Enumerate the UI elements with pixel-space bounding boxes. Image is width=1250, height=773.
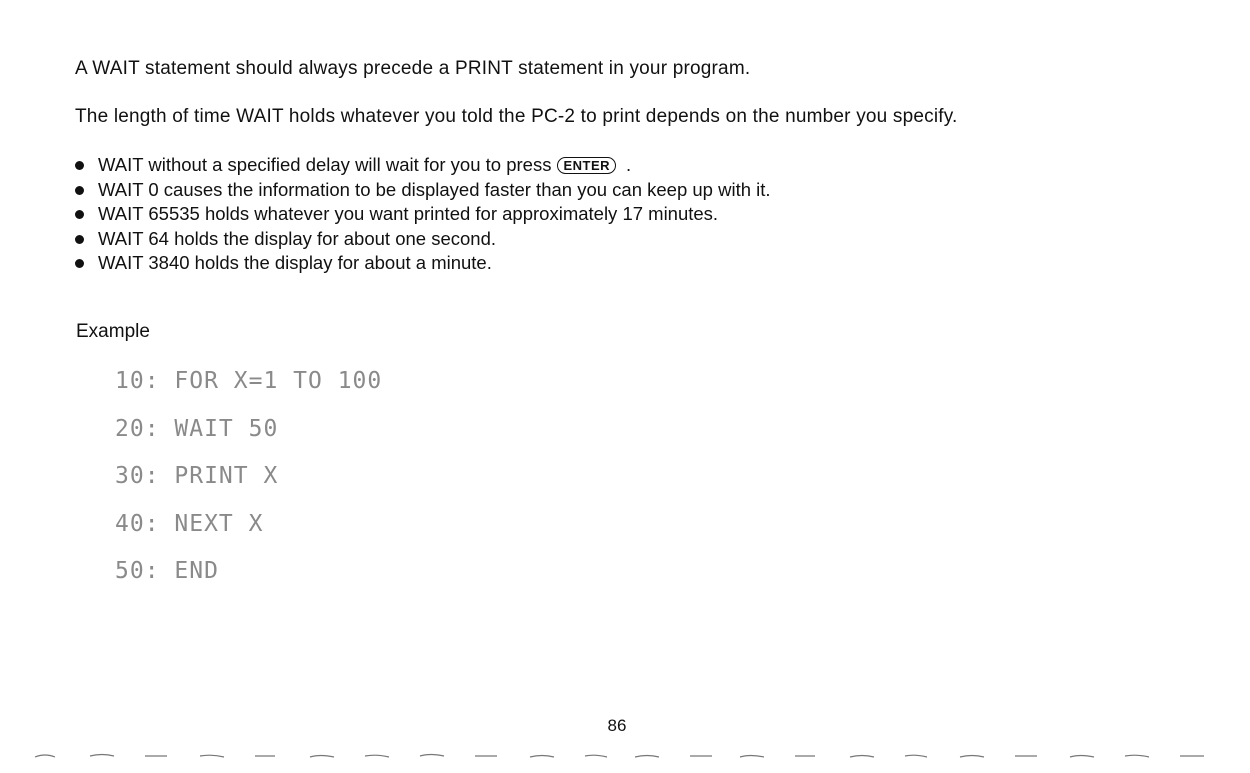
wait-bullet-list xyxy=(75,153,771,276)
bullet-dot-icon xyxy=(75,259,84,268)
bullet-item xyxy=(75,251,771,276)
bullet-text: WAIT 3840 holds the display for about a minute. xyxy=(98,252,492,273)
page-number: 86 xyxy=(607,716,627,735)
bullet-dot-icon xyxy=(75,186,84,195)
bullet-item xyxy=(75,153,771,178)
enter-key-icon: ENTER xyxy=(557,157,616,174)
code-line: 40: NEXT X xyxy=(115,510,264,537)
bullet-item xyxy=(75,227,771,252)
bullet-dot-icon xyxy=(75,161,84,170)
bullet-text: WAIT 65535 holds whatever you want printed for approximately 17 minutes. xyxy=(98,203,719,224)
code-line: 30: PRINT X xyxy=(115,463,279,489)
bullet-item xyxy=(75,178,771,203)
code-line: 10: FOR X=1 TO 100 xyxy=(115,368,383,394)
code-listing xyxy=(115,368,382,606)
code-line: 50: END xyxy=(115,558,219,584)
code-line: 20: WAIT 50 xyxy=(115,415,279,442)
example-label: Example xyxy=(76,321,150,342)
bullet-suffix: . xyxy=(626,154,632,175)
scan-edge-artifact xyxy=(30,752,1210,762)
intro-paragraph: A WAIT statement should always precede a PRINT statement in your program. xyxy=(75,58,751,79)
bullet-item xyxy=(75,202,771,227)
bullet-text: WAIT 64 holds the display for about one second. xyxy=(98,227,496,249)
wait-duration-paragraph: The length of time WAIT holds whatever you told the PC-2 to print depends on the number you specify. xyxy=(75,106,958,127)
bullet-text: WAIT without a specified delay will wait for you to press xyxy=(98,154,552,175)
bullet-text: WAIT 0 causes the information to be displayed faster than you can keep up with it. xyxy=(98,178,771,200)
bullet-dot-icon xyxy=(75,235,84,244)
bullet-dot-icon xyxy=(75,210,84,219)
